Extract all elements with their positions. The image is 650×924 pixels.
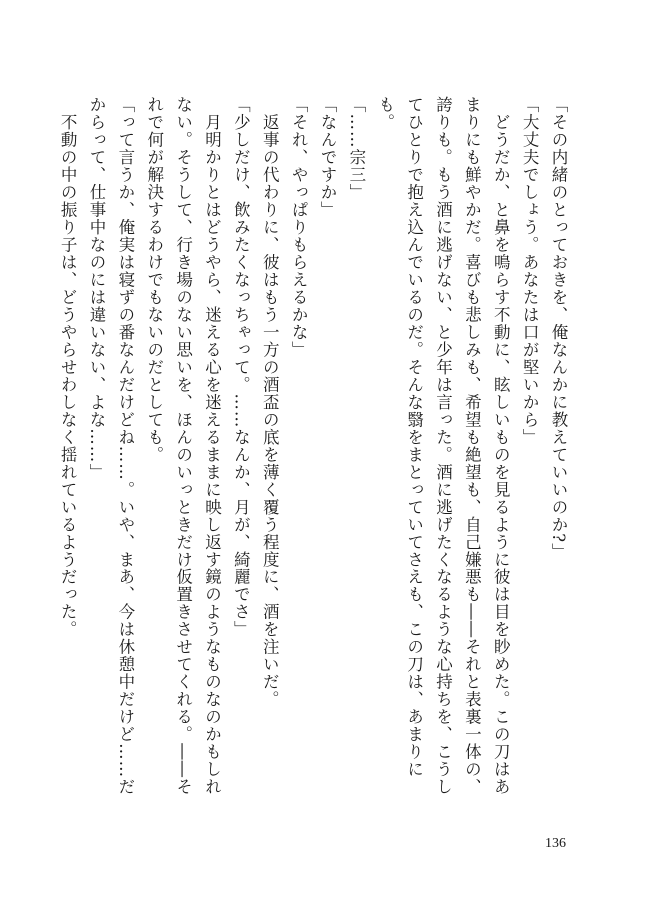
text-line: 「その内緒のとっておきを、俺なんかに教えていいのか?」 — [549, 96, 568, 561]
vertical-text-body — [58, 96, 572, 796]
text-line: 「大丈夫でしょう。あなたは口が堅いから」 — [520, 96, 540, 446]
text-line: 「少しだけ、飲みたくなっちゃって。……なんか、月が、綺麗でさ」 — [231, 96, 251, 639]
page-number: 136 — [545, 836, 566, 851]
text-line: 「って言うか、俺実は寝ずの番なんだけどね……。いや、まあ、今は休憩中だけど……だからって、仕事中なのには違いない、よな……」 — [87, 96, 135, 796]
text-line: 「なんですか」 — [318, 96, 337, 219]
text-line: 「……宗三」 — [346, 96, 366, 201]
text-line: 不動の中の振り子は、どうやらせわしなく揺れているようだった。 — [58, 96, 78, 639]
text-line: どうだか、と鼻を鳴らす不動に、眩しいものを見るように彼は目を眇めた。この刀はあまりにも鮮やかだ。喜びも悲しみも、希望も絶望も、自己嫌悪も――それと表裏一体の、誇りも。もう酒に逃げない、と少年は言った。酒に逃げたくなるような心持ちを、こうしてひとりで抱え込んでいるのだ。そんな翳をまとっていてさえも、この刀は、あまりにも。 — [375, 96, 511, 796]
text-line: 返事の代わりに、彼はもう一方の酒盃の底を薄く覆う程度に、酒を注いだ。 — [260, 96, 280, 709]
text-line: 「それ、やっぱりもらえるかな」 — [289, 96, 309, 359]
text-line: 月明かりとはどうやら、迷える心を迷えるままに映し返す鏡のようなものなのかもしれない。そうして、行き場のない思いを、ほんのいっときだけ仮置きさせてくれる。――それで何が解決するわけでもないのだとしても。 — [144, 96, 222, 796]
